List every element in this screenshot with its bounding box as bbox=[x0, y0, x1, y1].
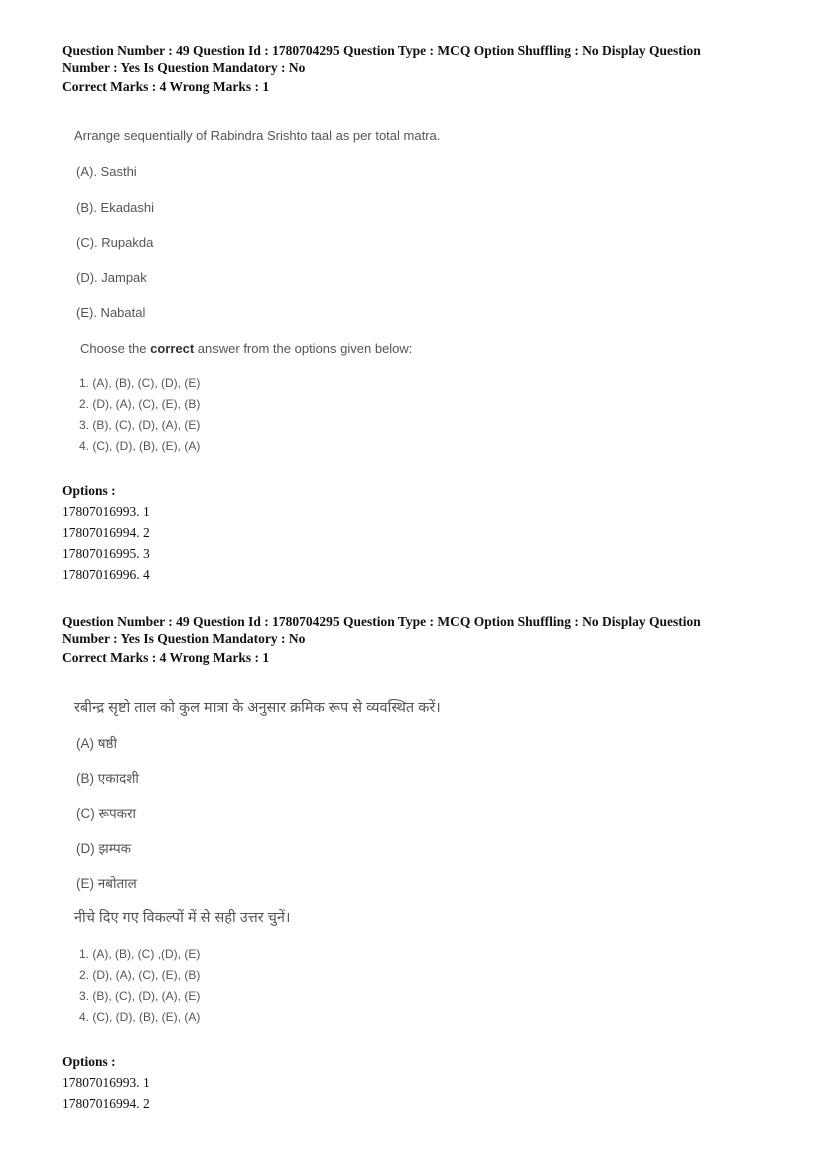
question-item-e: (E) नबोताल bbox=[76, 876, 137, 891]
options-section bbox=[62, 483, 762, 585]
question-item-d: (D). Jampak bbox=[76, 270, 147, 285]
question-image-hindi bbox=[72, 697, 592, 1037]
option-row: 17807016996. 4 bbox=[62, 567, 150, 582]
answer-choices bbox=[79, 944, 200, 1028]
question-image-english bbox=[72, 128, 592, 468]
option-row: 17807016995. 3 bbox=[62, 546, 150, 561]
question-item-b: (B) एकादशी bbox=[76, 771, 139, 786]
question-meta bbox=[62, 42, 762, 95]
answer-choice: 4. (C), (D), (B), (E), (A) bbox=[79, 439, 201, 453]
question-item-b: (B). Ekadashi bbox=[76, 200, 155, 215]
option-row: 17807016994. 2 bbox=[62, 1096, 150, 1111]
question-item-e: (E). Nabatal bbox=[76, 305, 146, 320]
question-item-a: (A) षष्ठी bbox=[76, 736, 117, 751]
choose-instruction: नीचे दिए गए विकल्पों में से सही उत्तर चुनें। bbox=[74, 910, 291, 926]
question-prompt: रबीन्द्र सृष्टो ताल को कुल मात्रा के अनुसार क्रमिक रूप से व्यवस्थित करें। bbox=[74, 700, 441, 716]
meta-line-1: Question Number : 49 Question Id : 1780704295 Question Type : MCQ Option Shuffling : No Display Question bbox=[62, 43, 701, 58]
meta-line-2: Number : Yes Is Question Mandatory : No bbox=[62, 60, 306, 75]
answer-choice: 4. (C), (D), (B), (E), (A) bbox=[79, 1010, 201, 1024]
answer-choice: 3. (B), (C), (D), (A), (E) bbox=[79, 418, 201, 432]
options-label: Options : bbox=[62, 483, 116, 498]
option-row: 17807016993. 1 bbox=[62, 1075, 150, 1090]
answer-choice: 2. (D), (A), (C), (E), (B) bbox=[79, 397, 201, 411]
answer-choice: 1. (A), (B), (C), (D), (E) bbox=[79, 376, 201, 390]
option-row: 17807016993. 1 bbox=[62, 504, 150, 519]
question-item-c: (C). Rupakda bbox=[76, 235, 154, 250]
question-item-a: (A). Sasthi bbox=[76, 164, 137, 179]
answer-choice: 1. (A), (B), (C) ,(D), (E) bbox=[79, 947, 201, 961]
option-row: 17807016994. 2 bbox=[62, 525, 150, 540]
meta-line-2: Number : Yes Is Question Mandatory : No bbox=[62, 631, 306, 646]
options-section bbox=[62, 1054, 762, 1114]
choose-instruction: Choose the correct answer from the options given below: bbox=[80, 341, 413, 356]
question-item-d: (D) झम्पक bbox=[76, 841, 132, 856]
answer-choice: 3. (B), (C), (D), (A), (E) bbox=[79, 989, 201, 1003]
answer-choices bbox=[79, 373, 200, 457]
question-item-c: (C) रूपकरा bbox=[76, 806, 137, 821]
options-label: Options : bbox=[62, 1054, 116, 1069]
answer-choice: 2. (D), (A), (C), (E), (B) bbox=[79, 968, 201, 982]
question-prompt: Arrange sequentially of Rabindra Srishto taal as per total matra. bbox=[74, 128, 441, 143]
meta-line-1: Question Number : 49 Question Id : 1780704295 Question Type : MCQ Option Shuffling : No Display Question bbox=[62, 614, 701, 629]
question-meta bbox=[62, 613, 762, 666]
marks-line: Correct Marks : 4 Wrong Marks : 1 bbox=[62, 650, 270, 665]
marks-line: Correct Marks : 4 Wrong Marks : 1 bbox=[62, 79, 270, 94]
